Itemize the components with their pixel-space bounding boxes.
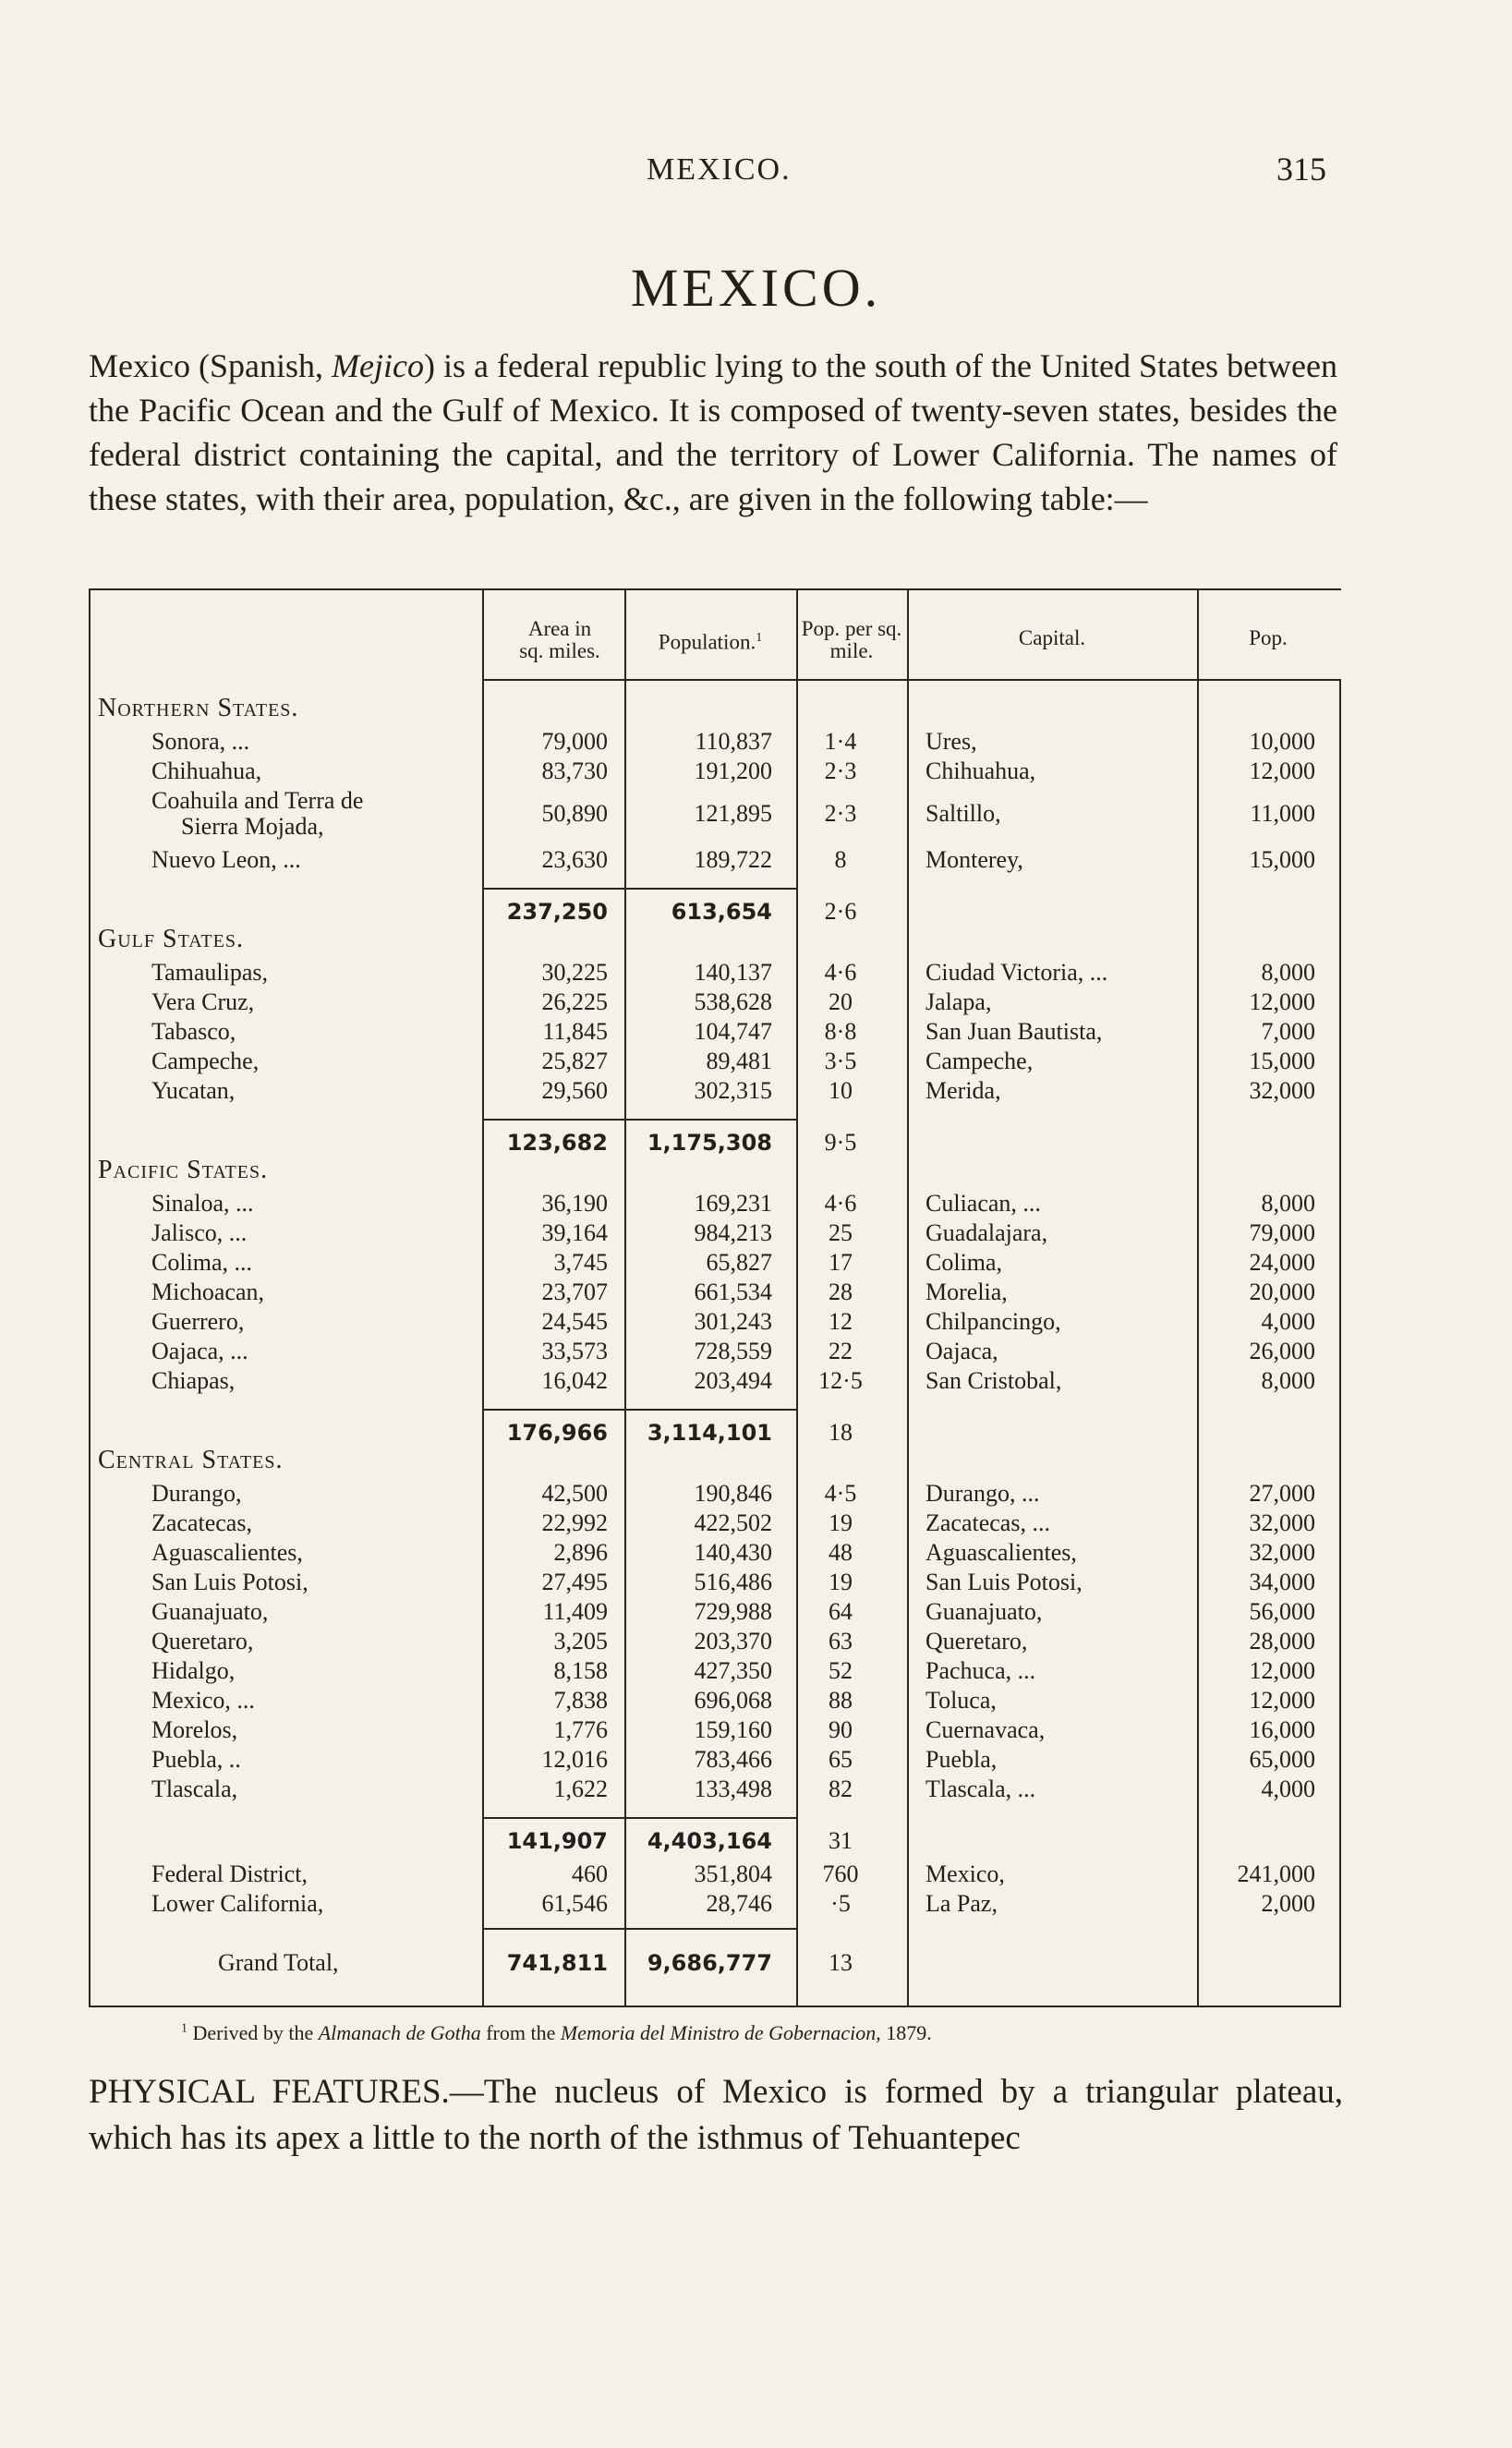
header-population xyxy=(628,627,792,654)
population-value: 28,746 xyxy=(706,1890,772,1917)
footnote-italic-2: Memoria del Ministro de Gobernacion, xyxy=(560,2021,881,2044)
density-value: ·5 xyxy=(830,1890,851,1917)
area-value: 24,545 xyxy=(541,1308,608,1335)
area-value: 61,546 xyxy=(541,1890,608,1917)
area-value: 8,158 xyxy=(553,1657,608,1684)
capital-name: Culiacan, ... xyxy=(925,1190,1041,1217)
capital-pop-value: 32,000 xyxy=(1249,1539,1315,1566)
population-value: 190,846 xyxy=(694,1480,772,1507)
physical-text: —The nucleus of Mexico is formed by a triangular plateau, which has its apex a little to the north of the isthmus of Tehuantepec xyxy=(89,2073,1343,2157)
population-value: 728,559 xyxy=(694,1338,772,1364)
population-value: 121,895 xyxy=(694,800,772,827)
subtotal-area: 237,250 xyxy=(506,899,608,925)
subtotal-rule xyxy=(482,1409,796,1411)
footnote-text-1: Derived by the xyxy=(192,2021,319,2044)
population-value: 159,160 xyxy=(694,1716,772,1743)
capital-name: Saltillo, xyxy=(925,800,1001,827)
footnote-mark: 1 xyxy=(181,2021,187,2036)
subtotal-area: 141,907 xyxy=(506,1828,608,1854)
capital-pop-value: 4,000 xyxy=(1261,1775,1315,1802)
capital-pop-value: 8,000 xyxy=(1261,959,1315,986)
col-rule-capital xyxy=(907,588,909,2007)
header-area: Area in sq. miles. xyxy=(519,617,600,662)
physical-heading: PHYSICAL FEATURES. xyxy=(89,2073,450,2111)
state-name: San Luis Potosi, xyxy=(151,1569,308,1595)
capital-name: Merida, xyxy=(925,1077,1001,1104)
area-value: 50,890 xyxy=(541,800,608,827)
states-table xyxy=(89,588,1341,2007)
population-value: 984,213 xyxy=(694,1219,772,1246)
capital-pop-value: 7,000 xyxy=(1261,1018,1315,1045)
population-value: 301,243 xyxy=(694,1308,772,1335)
capital-pop-value: 24,000 xyxy=(1249,1249,1315,1276)
capital-pop-value: 20,000 xyxy=(1249,1279,1315,1305)
subtotal-rule xyxy=(482,1817,796,1819)
capital-pop-value: 34,000 xyxy=(1249,1569,1315,1595)
density-value: 64 xyxy=(829,1598,853,1625)
footnote-text-2: from the xyxy=(480,2021,561,2044)
area-value: 27,495 xyxy=(541,1569,608,1595)
density-value: 8·8 xyxy=(824,1018,857,1045)
population-value: 427,350 xyxy=(694,1657,772,1684)
table-left-rule xyxy=(89,588,91,2007)
area-value: 26,225 xyxy=(541,988,608,1015)
capital-name: Aguascalientes, xyxy=(925,1539,1077,1566)
capital-name: Morelia, xyxy=(925,1279,1008,1305)
subtotal-rule xyxy=(482,888,796,890)
subtotal-population: 1,175,308 xyxy=(647,1130,772,1156)
physical-features-paragraph xyxy=(89,2069,1343,2162)
capital-pop-value: 15,000 xyxy=(1249,846,1315,873)
population-value: 783,466 xyxy=(694,1746,772,1773)
intro-text-rest: ) is a federal republic lying to the south of the United States between the Pacific Ocean and the Gulf of Mexico. It is composed of twenty-seven states, besides the federal district containing the capital, and the territory of Lower California. The names of these states, with their area, population, &c., are given in the following table:— xyxy=(89,347,1338,517)
state-name: Oajaca, ... xyxy=(151,1338,248,1364)
capital-pop-value: 56,000 xyxy=(1249,1598,1315,1625)
capital-name: Guanajuato, xyxy=(925,1598,1043,1625)
area-value: 12,016 xyxy=(541,1746,608,1773)
density-value: 88 xyxy=(829,1687,853,1714)
capital-name: San Luis Potosi, xyxy=(925,1569,1083,1595)
area-value: 42,500 xyxy=(541,1480,608,1507)
state-name: Sonora, ... xyxy=(151,728,250,755)
area-value: 2,896 xyxy=(553,1539,608,1566)
area-value: 22,992 xyxy=(541,1509,608,1536)
grand-total-label: Grand Total, xyxy=(218,1949,339,1976)
capital-pop-value: 11,000 xyxy=(1250,800,1315,827)
population-value: 516,486 xyxy=(694,1569,772,1595)
capital-name: Tlascala, ... xyxy=(925,1775,1036,1802)
capital-name: Ures, xyxy=(925,728,977,755)
intro-text-start: Mexico (Spanish, xyxy=(89,347,333,384)
capital-pop-value: 26,000 xyxy=(1249,1338,1315,1364)
density-value: 82 xyxy=(829,1775,853,1802)
capital-pop-value: 12,000 xyxy=(1249,1687,1315,1714)
subtotal-population: 3,114,101 xyxy=(647,1420,772,1446)
capital-pop-value: 65,000 xyxy=(1249,1746,1315,1773)
state-name: Vera Cruz, xyxy=(151,988,255,1015)
capital-name: Mexico, xyxy=(925,1860,1005,1887)
header-density: Pop. per sq. mile. xyxy=(801,617,902,662)
area-value: 3,205 xyxy=(553,1628,608,1654)
state-name: Tabasco, xyxy=(151,1018,236,1045)
area-value: 36,190 xyxy=(541,1190,608,1217)
page-number: 315 xyxy=(1276,151,1326,188)
state-name: Puebla, .. xyxy=(151,1746,241,1773)
state-name: Morelos, xyxy=(151,1716,238,1743)
group-heading: Pacific States. xyxy=(98,1156,269,1184)
capital-pop-value: 15,000 xyxy=(1249,1048,1315,1074)
capital-pop-value: 12,000 xyxy=(1249,1657,1315,1684)
capital-name: Campeche, xyxy=(925,1048,1034,1074)
capital-name: San Cristobal, xyxy=(925,1367,1062,1394)
density-value: 1·4 xyxy=(824,728,857,755)
capital-pop-value: 27,000 xyxy=(1249,1480,1315,1507)
density-value: 4·6 xyxy=(824,1190,857,1217)
density-value: 63 xyxy=(829,1628,853,1654)
density-value: 90 xyxy=(829,1716,853,1743)
density-value: 52 xyxy=(829,1657,853,1684)
population-value: 104,747 xyxy=(694,1018,772,1045)
density-value: 4·6 xyxy=(824,959,857,986)
population-value: 302,315 xyxy=(694,1077,772,1104)
state-name: Coahuila and Terra de xyxy=(151,787,364,814)
grand-total-rule xyxy=(482,1928,796,1930)
area-value: 23,707 xyxy=(541,1279,608,1305)
capital-name: San Juan Bautista, xyxy=(925,1018,1103,1045)
state-name: Chiapas, xyxy=(151,1367,236,1394)
state-name: Tamaulipas, xyxy=(151,959,268,986)
density-value: 65 xyxy=(829,1746,853,1773)
population-value: 169,231 xyxy=(694,1190,772,1217)
population-value: 189,722 xyxy=(694,846,772,873)
area-value: 23,630 xyxy=(541,846,608,873)
density-value: 10 xyxy=(829,1077,853,1104)
state-name: Federal District, xyxy=(151,1860,308,1887)
density-value: 3·5 xyxy=(824,1048,857,1074)
table-right-rule xyxy=(1339,679,1341,2007)
density-value: 12·5 xyxy=(818,1367,863,1394)
state-name: Durango, xyxy=(151,1480,242,1507)
area-value: 7,838 xyxy=(553,1687,608,1714)
header-population-label: Population. xyxy=(658,630,756,654)
density-value: 760 xyxy=(822,1860,859,1887)
capital-pop-value: 10,000 xyxy=(1249,728,1315,755)
capital-name: Chilpancingo, xyxy=(925,1308,1061,1335)
area-value: 1,776 xyxy=(553,1716,608,1743)
state-name: Guanajuato, xyxy=(151,1598,269,1625)
density-value: 25 xyxy=(829,1219,853,1246)
capital-pop-value: 79,000 xyxy=(1249,1219,1315,1246)
state-name: Aguascalientes, xyxy=(151,1539,303,1566)
state-name: Mexico, ... xyxy=(151,1687,255,1714)
state-name: Nuevo Leon, ... xyxy=(151,846,301,873)
subtotal-density: 2·6 xyxy=(824,898,857,925)
capital-pop-value: 2,000 xyxy=(1261,1890,1315,1917)
capital-name: Guadalajara, xyxy=(925,1219,1048,1246)
area-value: 79,000 xyxy=(541,728,608,755)
state-name: Lower California, xyxy=(151,1890,324,1917)
population-value: 110,837 xyxy=(695,728,772,755)
population-value: 538,628 xyxy=(694,988,772,1015)
state-name: Jalisco, ... xyxy=(151,1219,248,1246)
density-value: 20 xyxy=(829,988,853,1015)
population-value: 140,137 xyxy=(694,959,772,986)
state-name: Chihuahua, xyxy=(151,757,262,784)
population-value: 65,827 xyxy=(706,1249,772,1276)
subtotal-area: 123,682 xyxy=(506,1130,608,1156)
density-value: 4·5 xyxy=(824,1480,857,1507)
grand-total-population: 9,686,777 xyxy=(647,1950,772,1976)
footnote-text-3: 1879. xyxy=(880,2021,932,2044)
capital-pop-value: 241,000 xyxy=(1237,1860,1315,1887)
group-heading: Northern States. xyxy=(98,694,299,722)
capital-name: Jalapa, xyxy=(925,988,992,1015)
capital-name: Toluca, xyxy=(925,1687,997,1714)
density-value: 28 xyxy=(829,1279,853,1305)
density-value: 12 xyxy=(829,1308,853,1335)
capital-name: Durango, ... xyxy=(925,1480,1040,1507)
state-name: Guerrero, xyxy=(151,1308,245,1335)
density-value: 19 xyxy=(829,1569,853,1595)
population-value: 89,481 xyxy=(706,1048,772,1074)
area-value: 25,827 xyxy=(541,1048,608,1074)
subtotal-density: 9·5 xyxy=(824,1129,857,1156)
state-name: Zacatecas, xyxy=(151,1509,252,1536)
area-value: 11,409 xyxy=(542,1598,608,1625)
group-heading: Gulf States. xyxy=(98,925,244,953)
area-value: 33,573 xyxy=(541,1338,608,1364)
subtotal-rule xyxy=(482,1119,796,1121)
capital-pop-value: 32,000 xyxy=(1249,1509,1315,1536)
grand-total-density: 13 xyxy=(829,1949,853,1976)
density-value: 22 xyxy=(829,1338,853,1364)
population-value: 203,494 xyxy=(694,1367,772,1394)
population-value: 351,804 xyxy=(694,1860,772,1887)
population-value: 203,370 xyxy=(694,1628,772,1654)
density-value: 19 xyxy=(829,1509,853,1536)
capital-name: Cuernavaca, xyxy=(925,1716,1046,1743)
population-value: 661,534 xyxy=(694,1279,772,1305)
density-value: 8 xyxy=(834,846,847,873)
state-name-continued: Sierra Mojada, xyxy=(181,813,324,840)
footnote xyxy=(181,2021,932,2045)
capital-pop-value: 4,000 xyxy=(1261,1308,1315,1335)
area-value: 1,622 xyxy=(553,1775,608,1802)
capital-name: Puebla, xyxy=(925,1746,998,1773)
capital-name: Chihuahua, xyxy=(925,757,1036,784)
state-name: Queretaro, xyxy=(151,1628,254,1654)
capital-name: Zacatecas, ... xyxy=(925,1509,1050,1536)
state-name: Sinaloa, ... xyxy=(151,1190,254,1217)
header-capital: Capital. xyxy=(1018,626,1086,649)
density-value: 17 xyxy=(829,1249,853,1276)
area-value: 39,164 xyxy=(541,1219,608,1246)
density-value: 2·3 xyxy=(824,800,857,827)
intro-italic: Mejico xyxy=(332,347,424,384)
table-top-rule xyxy=(89,588,1341,590)
area-value: 29,560 xyxy=(541,1077,608,1104)
capital-name: Pachuca, ... xyxy=(925,1657,1036,1684)
area-value: 11,845 xyxy=(542,1018,608,1045)
group-heading: Central States. xyxy=(98,1446,284,1474)
density-value: 2·3 xyxy=(824,757,857,784)
area-value: 16,042 xyxy=(541,1367,608,1394)
capital-pop-value: 12,000 xyxy=(1249,757,1315,784)
subtotal-density: 18 xyxy=(829,1419,853,1446)
population-value: 696,068 xyxy=(694,1687,772,1714)
state-name: Campeche, xyxy=(151,1048,260,1074)
capital-name: La Paz, xyxy=(925,1890,998,1917)
capital-pop-value: 28,000 xyxy=(1249,1628,1315,1654)
running-title: MEXICO. xyxy=(647,152,792,187)
capital-pop-value: 16,000 xyxy=(1249,1716,1315,1743)
state-name: Tlascala, xyxy=(151,1775,238,1802)
population-value: 140,430 xyxy=(694,1539,772,1566)
population-value: 191,200 xyxy=(694,757,772,784)
header-bottom-rule xyxy=(482,679,1341,681)
area-value: 30,225 xyxy=(541,959,608,986)
subtotal-population: 613,654 xyxy=(671,899,772,925)
capital-name: Ciudad Victoria, ... xyxy=(925,959,1108,986)
capital-pop-value: 8,000 xyxy=(1261,1190,1315,1217)
population-value: 422,502 xyxy=(694,1509,772,1536)
area-value: 83,730 xyxy=(541,757,608,784)
area-value: 3,745 xyxy=(553,1249,608,1276)
table-bottom-rule xyxy=(89,2006,1341,2007)
capital-pop-value: 32,000 xyxy=(1249,1077,1315,1104)
header-capital-pop: Pop. xyxy=(1249,626,1288,649)
subtotal-population: 4,403,164 xyxy=(647,1828,772,1854)
population-value: 729,988 xyxy=(694,1598,772,1625)
footnote-italic-1: Almanach de Gotha xyxy=(318,2021,481,2044)
page-title: MEXICO. xyxy=(630,258,882,318)
capital-name: Queretaro, xyxy=(925,1628,1028,1654)
capital-name: Colima, xyxy=(925,1249,1003,1276)
state-name: Yucatan, xyxy=(151,1077,236,1104)
header-population-footnote-mark: 1 xyxy=(756,631,763,645)
state-name: Hidalgo, xyxy=(151,1657,236,1684)
state-name: Michoacan, xyxy=(151,1279,265,1305)
capital-name: Monterey, xyxy=(925,846,1023,873)
intro-paragraph xyxy=(89,344,1337,521)
subtotal-density: 31 xyxy=(829,1827,853,1854)
capital-pop-value: 12,000 xyxy=(1249,988,1315,1015)
population-value: 133,498 xyxy=(694,1775,772,1802)
area-value: 460 xyxy=(572,1860,608,1887)
grand-total-area: 741,811 xyxy=(506,1950,608,1976)
state-name: Colima, ... xyxy=(151,1249,253,1276)
subtotal-area: 176,966 xyxy=(506,1420,608,1446)
density-value: 48 xyxy=(829,1539,853,1566)
capital-pop-value: 8,000 xyxy=(1261,1367,1315,1394)
capital-name: Oajaca, xyxy=(925,1338,998,1364)
